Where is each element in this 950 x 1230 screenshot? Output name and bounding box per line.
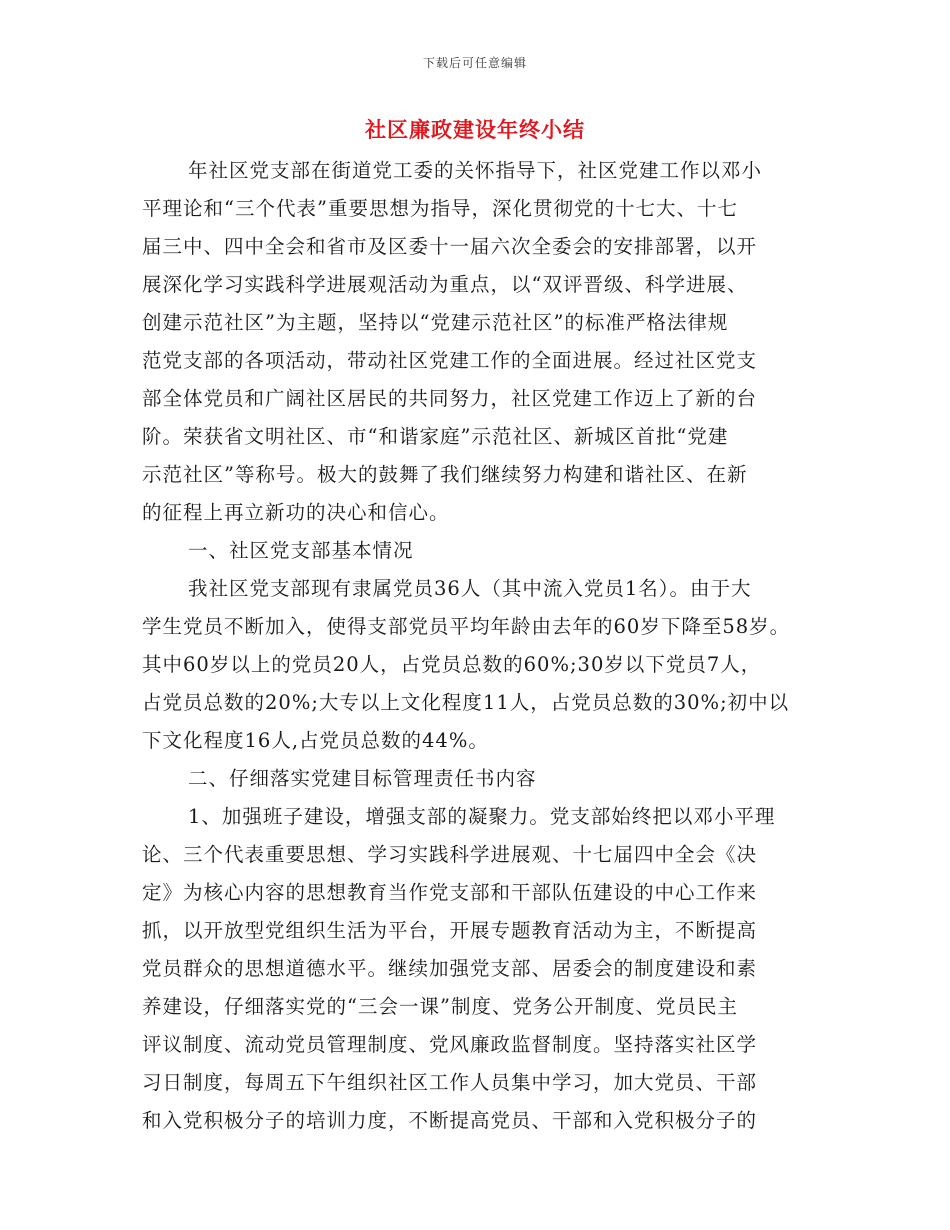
body-line: 年社区党支部在街道党工委的关怀指导下，社区党建工作以邓小 <box>188 159 763 182</box>
body-line: 抓，以开放型党组织生活为平台，开展专题教育活动为主，不断提高 <box>142 919 758 942</box>
body-line: 学生党员不断加入，使得支部党员平均年龄由去年的60岁下降至58岁。 <box>142 615 791 638</box>
body-line: 展深化学习实践科学进展观活动为重点，以“双评晋级、科学进展、 <box>142 273 748 296</box>
body-line: 二、仔细落实党建目标管理责任书内容 <box>188 767 537 790</box>
document-title: 社区廉政建设年终小结 <box>365 117 585 142</box>
body-line: 和入党积极分子的培训力度，不断提高党员、干部和入党积极分子的 <box>142 1109 758 1132</box>
body-line: 论、三个代表重要思想、学习实践科学进展观、十七届四中全会《决 <box>142 843 758 866</box>
body-line: 创建示范社区”为主题，坚持以“党建示范社区”的标准严格法律规 <box>142 311 729 334</box>
body-line: 养建设，仔细落实党的“三会一课”制度、党务公开制度、党员民主 <box>142 995 738 1018</box>
body-line: 我社区党支部现有隶属党员36人（其中流入党员1名）。由于大 <box>188 577 752 600</box>
body-line: 一、社区党支部基本情况 <box>188 539 414 562</box>
body-line: 占党员总数的20%;大专以上文化程度11人，占党员总数的30%;初中以 <box>142 691 790 714</box>
body-line: 范党支部的各项活动，带动社区党建工作的全面进展。经过社区党支 <box>142 349 758 372</box>
body-line: 定》为核心内容的思想教育当作党支部和干部队伍建设的中心工作来 <box>142 881 758 904</box>
body-line: 评议制度、流动党员管理制度、党风廉政监督制度。坚持落实社区学 <box>142 1033 758 1056</box>
body-line: 党员群众的思想道德水平。继续加强党支部、居委会的制度建设和素 <box>142 957 758 980</box>
body-line: 示范社区”等称号。极大的鼓舞了我们继续努力构建和谐社区、在新 <box>142 463 748 486</box>
body-line: 下文化程度16人,占党员总数的44%。 <box>142 729 489 752</box>
body-line: 阶。荣获省文明社区、市“和谐家庭”示范社区、新城区首批“党建 <box>142 425 729 448</box>
body-line: 1、加强班子建设，增强支部的凝聚力。党支部始终把以邓小平理 <box>188 805 776 828</box>
body-line: 习日制度，每周五下午组织社区工作人员集中学习，加大党员、干部 <box>142 1071 758 1094</box>
header-note: 下载后可任意编辑 <box>422 56 527 70</box>
body-line: 平理论和“三个代表”重要思想为指导，深化贯彻党的十七大、十七 <box>142 197 738 220</box>
document-body <box>142 152 832 1140</box>
body-line: 的征程上再立新功的决心和信心。 <box>142 501 450 524</box>
body-line: 其中60岁以上的党员20人，占党员总数的60%;30岁以下党员7人， <box>142 653 762 676</box>
body-line: 部全体党员和广阔社区居民的共同努力，社区党建工作迈上了新的台 <box>142 387 758 410</box>
body-line: 届三中、四中全会和省市及区委十一届六次全委会的安排部署，以开 <box>142 235 758 258</box>
